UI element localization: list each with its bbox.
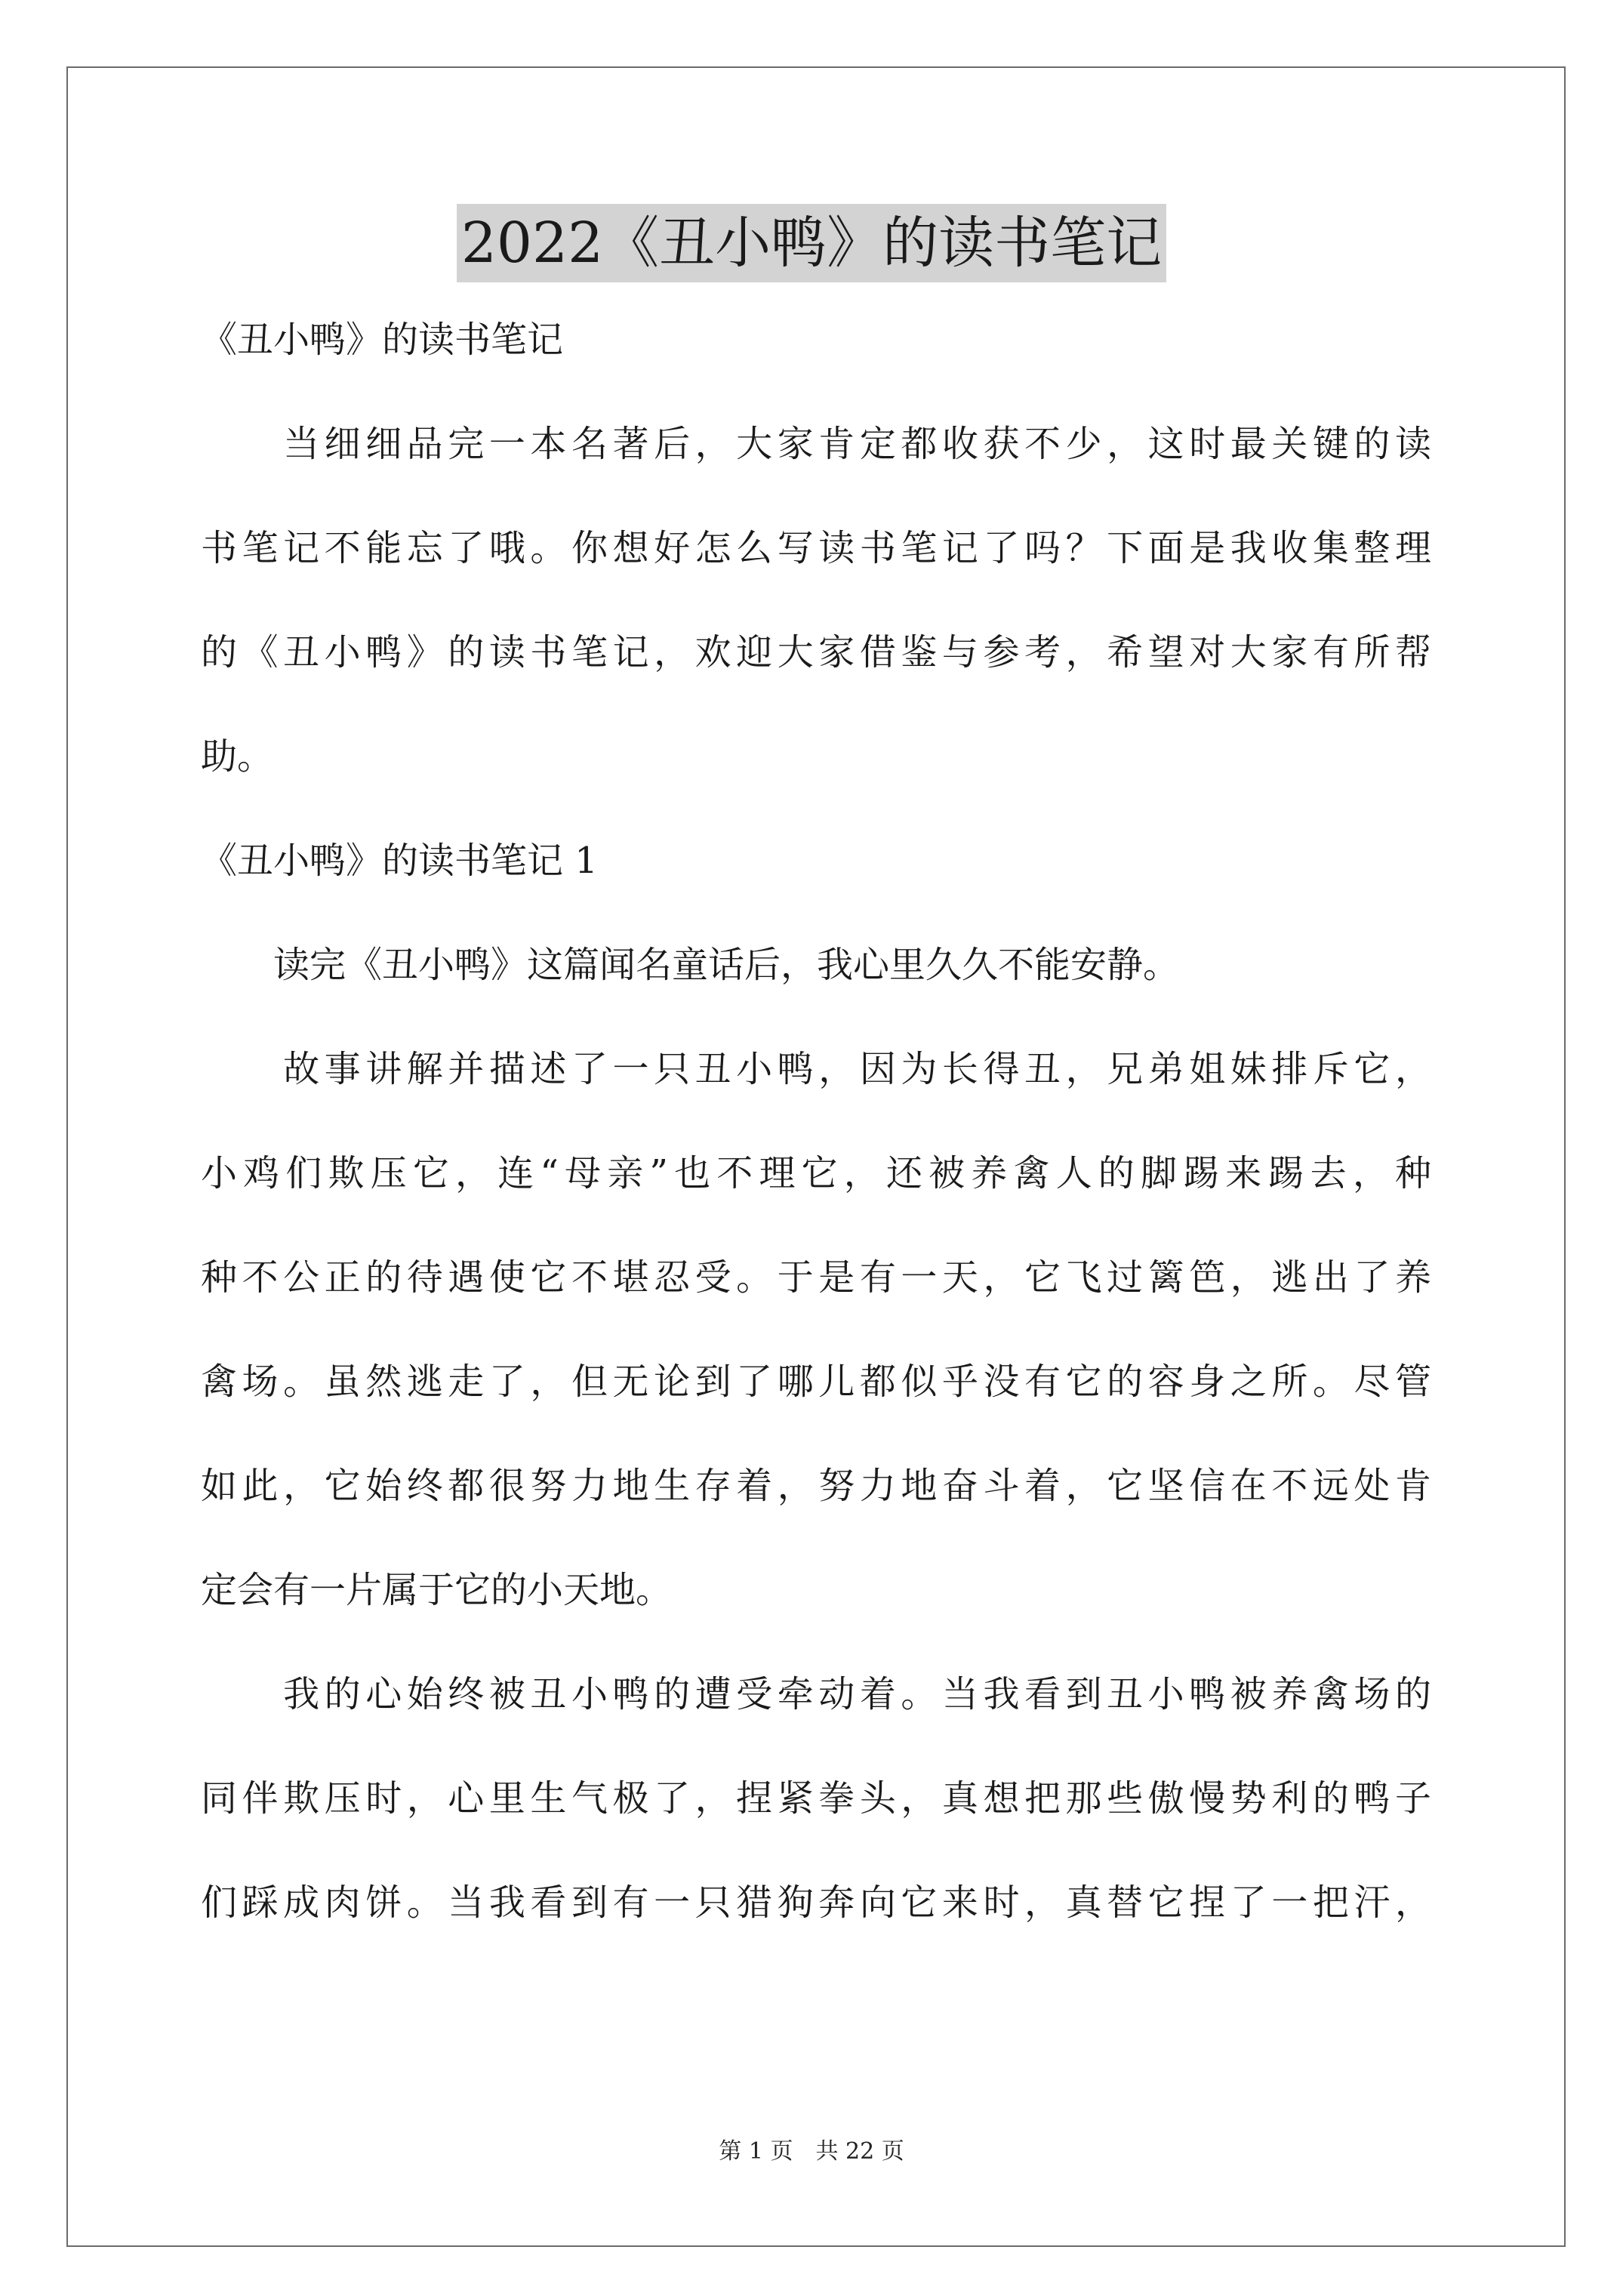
page-footer: 第 1 页 共 22 页 — [719, 2138, 904, 2165]
paragraph-line: 我的心始终被丑小鸭的遭受牵动着。当我看到丑小鸭被养禽场的 — [201, 1673, 1431, 1715]
paragraph-line: 书笔记不能忘了哦。你想好怎么写读书笔记了吗？下面是我收集整理 — [201, 527, 1431, 569]
paragraph-line: 同伴欺压时，心里生气极了，捏紧拳头，真想把那些傲慢势利的鸭子 — [201, 1777, 1431, 1820]
paragraph-line: 小鸡们欺压它，连“母亲”也不理它，还被养禽人的脚踢来踢去，种 — [201, 1152, 1431, 1194]
paragraph-line: 当细细品完一本名著后，大家肯定都收获不少，这时最关键的读 — [201, 423, 1431, 465]
paragraph-line: 种不公正的待遇使它不堪忍受。于是有一天，它飞过篱笆，逃出了养 — [201, 1256, 1431, 1299]
paragraph-line: 定会有一片属于它的小天地。 — [201, 1569, 673, 1611]
title-container — [0, 204, 1623, 282]
section-heading: 《丑小鸭》的读书笔记 — [201, 319, 564, 361]
paragraph-line: 的《丑小鸭》的读书笔记，欢迎大家借鉴与参考，希望对大家有所帮 — [201, 631, 1431, 673]
document-title: 2022《丑小鸭》的读书笔记 — [457, 204, 1166, 282]
paragraph-line: 禽场。虽然逃走了，但无论到了哪儿都似乎没有它的容身之所。尽管 — [201, 1361, 1431, 1403]
paragraph-line: 如此，它始终都很努力地生存着，努力地奋斗着，它坚信在不远处肯 — [201, 1465, 1431, 1507]
paragraph-line: 助。 — [201, 735, 274, 778]
paragraph-line: 读完《丑小鸭》这篇闻名童话后，我心里久久不能安静。 — [201, 944, 1180, 986]
paragraph-line: 们踩成肉饼。当我看到有一只猎狗奔向它来时，真替它捏了一把汗， — [201, 1881, 1431, 1924]
paragraph-line: 故事讲解并描述了一只丑小鸭，因为长得丑，兄弟姐妹排斥它， — [201, 1048, 1431, 1090]
section-heading: 《丑小鸭》的读书笔记 1 — [201, 840, 598, 882]
